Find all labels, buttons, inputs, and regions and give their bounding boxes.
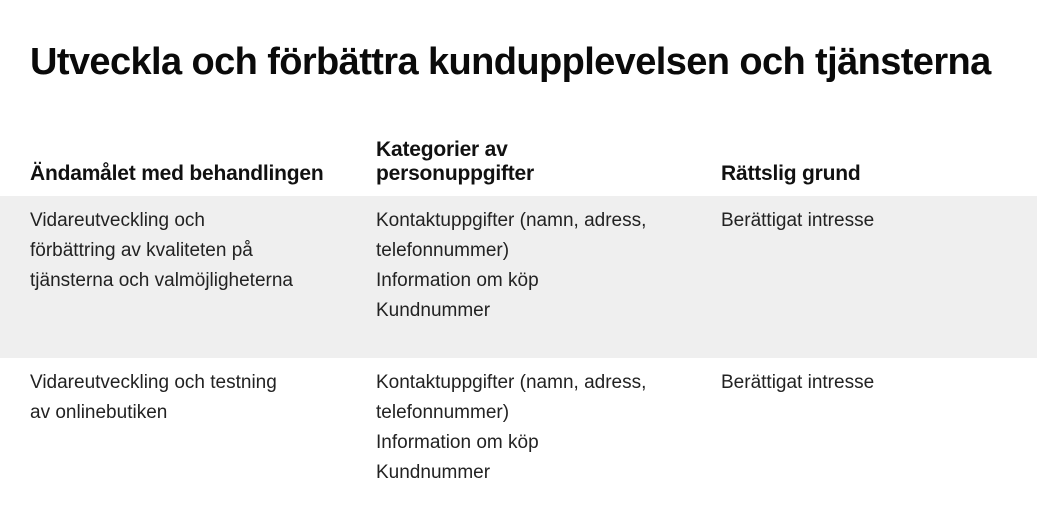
page-title: Utveckla och förbättra kundupplevelsen och tjänsterna xyxy=(30,41,991,83)
cell-legal-basis: Berättigat intresse xyxy=(721,372,875,393)
cell-text: telefonnummer) xyxy=(376,402,510,423)
cell-text: förbättring av kvaliteten på xyxy=(30,240,253,261)
cell-text: Vidareutveckling och xyxy=(30,210,205,231)
cell-text: Vidareutveckling och testning xyxy=(30,372,277,393)
table-header-row xyxy=(0,130,1037,196)
cell-text: av onlinebutiken xyxy=(30,402,168,423)
cell-text: telefonnummer) xyxy=(376,240,510,261)
cell-text: Kontaktuppgifter (namn, adress, xyxy=(376,210,647,231)
table-row xyxy=(0,196,1037,358)
cell-text: Information om köp xyxy=(376,270,539,291)
cell-text: tjänsterna och valmöjligheterna xyxy=(30,270,293,291)
cell-legal-basis: Berättigat intresse xyxy=(721,210,875,231)
cell-categories xyxy=(376,206,696,326)
header-categories-line1: Kategorier av xyxy=(376,138,508,161)
header-purpose: Ändamålet med behandlingen xyxy=(30,162,324,185)
cell-text: Information om köp xyxy=(376,432,539,453)
processing-table xyxy=(0,130,1037,520)
cell-text: Kundnummer xyxy=(376,462,491,483)
header-categories xyxy=(376,138,696,186)
cell-purpose xyxy=(30,206,360,296)
header-categories-line2: personuppgifter xyxy=(376,162,534,185)
cell-text: Kontaktuppgifter (namn, adress, xyxy=(376,372,647,393)
cell-text: Kundnummer xyxy=(376,300,491,321)
cell-purpose xyxy=(30,368,360,428)
table-row xyxy=(0,358,1037,520)
cell-categories xyxy=(376,368,696,488)
header-legal-basis: Rättslig grund xyxy=(721,162,861,185)
